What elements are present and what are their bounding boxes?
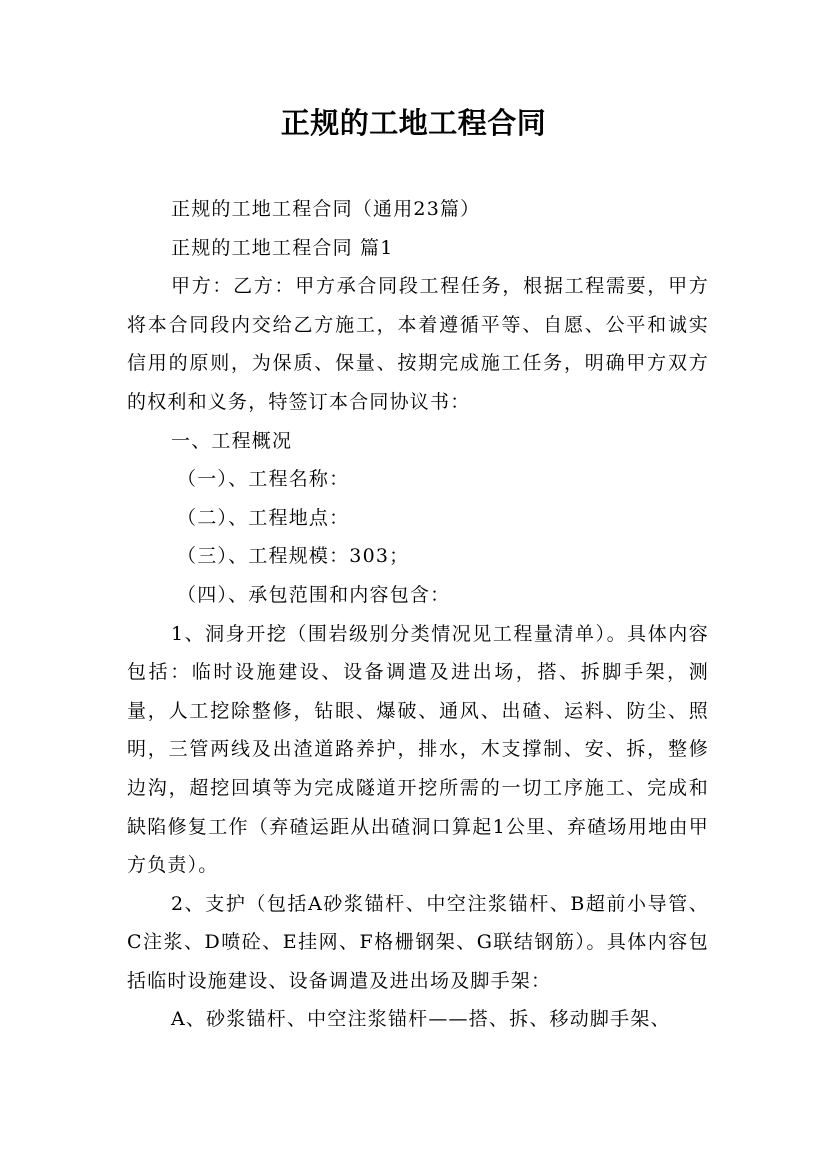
paragraph-project-location: （二）、工程地点： [177, 506, 350, 529]
paragraph-anchor-bolts: A、砂浆锚杆、中空注浆锚杆——搭、拆、移动脚手架、 [171, 1008, 671, 1031]
paragraph-project-scale: （三）、工程规模：303； [177, 545, 410, 568]
paragraph-contract-scope: （四）、承包范围和内容包含： [177, 583, 451, 606]
paragraph-heading-overview: 一、工程概况 [171, 429, 293, 452]
paragraph-excavation: 1、洞身开挖（围岩级别分类情况见工程量清单）。具体内容包括：临时设施建设、设备调遣及进出场，搭、拆脚手架，测量，人工挖除整修，钻眼、爆破、通风、出碴、运料、防尘、照明，三管两线及出渣道路养护，排水，木支撑制、安、拆，整修边沟，超挖回填等为完成隧道开挖所需的一切工序施工、完成和缺陷修复工作（弃碴运距从出碴洞口算起1公里、弃碴场用地由甲方负责）。 [127, 622, 709, 877]
paragraph-support: 2、支护（包括A砂浆锚杆、中空注浆锚杆、B超前小导管、C注浆、D喷砼、E挂网、F格栅钢架、G联结钢筋）。具体内容包括临时设施建设、设备调遣及进出场及脚手架： [127, 892, 709, 992]
document-body [127, 190, 709, 1039]
paragraph-subtitle: 正规的工地工程合同（通用23篇） [171, 198, 481, 220]
paragraph-intro: 甲方：乙方：甲方承合同段工程任务，根据工程需要，甲方将本合同段内交给乙方施工，本着遵循平等、自愿、公平和诚实信用的原则，为保质、保量、按期完成施工任务，明确甲方双方的权利和义务，特签订本合同协议书： [127, 275, 709, 413]
paragraph-section-heading: 正规的工地工程合同 篇1 [171, 236, 394, 259]
paragraph-project-name: （一）、工程名称： [177, 468, 350, 491]
document-title: 正规的工地工程合同 [280, 106, 547, 140]
